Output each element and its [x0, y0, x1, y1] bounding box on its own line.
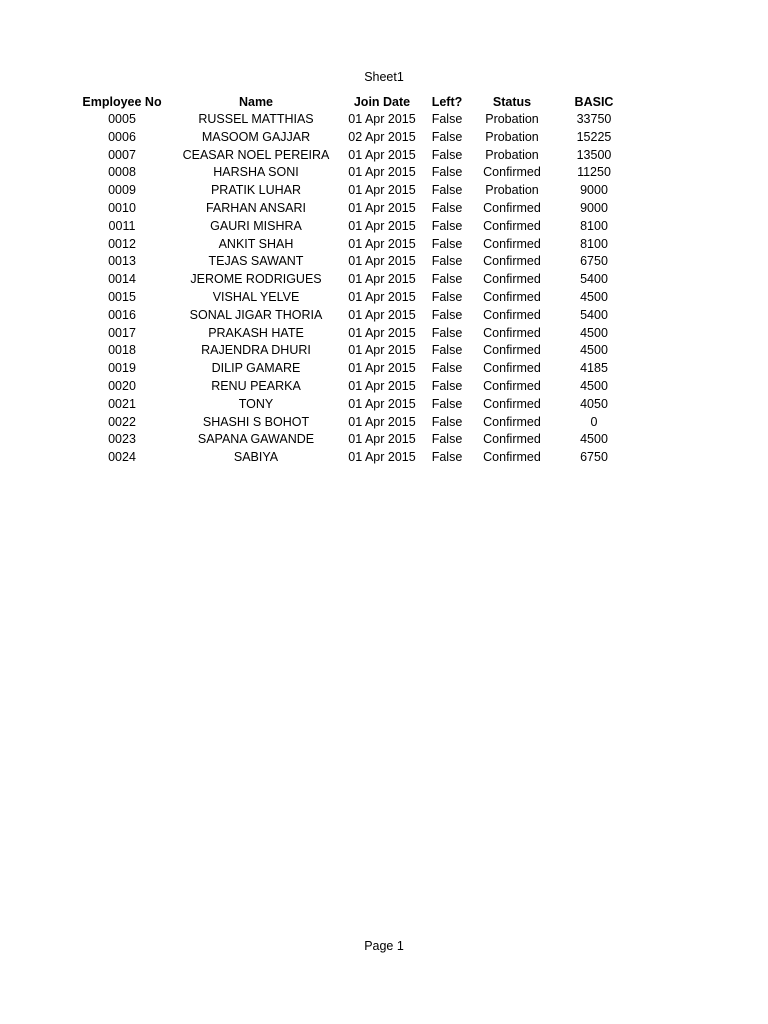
- cell-name: TEJAS SAWANT: [208, 254, 304, 269]
- cell-join-date: 02 Apr 2015: [348, 129, 416, 144]
- cell-basic: 4185: [580, 361, 608, 376]
- cell-status: Confirmed: [483, 272, 541, 287]
- cell-status: Confirmed: [483, 218, 541, 233]
- cell-status: Probation: [485, 183, 539, 198]
- table-row: [0, 307, 768, 325]
- cell-name: PRAKASH HATE: [208, 325, 304, 340]
- cell-left: False: [431, 325, 463, 340]
- cell-employee-no: 0009: [108, 183, 136, 198]
- cell-basic: 4500: [580, 432, 608, 447]
- table-row: [0, 431, 768, 449]
- header-employee-no: Employee No: [82, 95, 162, 109]
- cell-name: MASOOM GAJJAR: [201, 129, 311, 144]
- cell-employee-no: 0014: [108, 272, 136, 287]
- employee-table: [0, 93, 768, 467]
- cell-left: False: [431, 289, 463, 304]
- table-row: [0, 414, 768, 432]
- header-left: Left?: [431, 95, 463, 109]
- cell-name: JEROME RODRIGUES: [190, 272, 322, 287]
- cell-basic: 9000: [580, 200, 608, 215]
- cell-basic: 6750: [580, 254, 608, 269]
- cell-join-date: 01 Apr 2015: [348, 450, 416, 465]
- cell-left: False: [431, 254, 463, 269]
- cell-basic: 4500: [580, 325, 608, 340]
- cell-join-date: 01 Apr 2015: [348, 289, 416, 304]
- cell-basic: 8100: [580, 236, 608, 251]
- cell-status: Confirmed: [483, 343, 541, 358]
- cell-join-date: 01 Apr 2015: [348, 218, 416, 233]
- cell-employee-no: 0022: [108, 414, 136, 429]
- cell-employee-no: 0005: [108, 112, 136, 126]
- table-row: [0, 271, 768, 289]
- cell-name: RAJENDRA DHURI: [201, 343, 311, 358]
- cell-status: Confirmed: [483, 378, 541, 393]
- cell-status: Probation: [485, 147, 539, 162]
- cell-basic: 5400: [580, 272, 608, 287]
- table-row: [0, 164, 768, 182]
- cell-basic: 5400: [580, 307, 608, 322]
- cell-left: False: [431, 236, 463, 251]
- cell-join-date: 01 Apr 2015: [348, 343, 416, 358]
- cell-employee-no: 0017: [108, 325, 136, 340]
- cell-join-date: 01 Apr 2015: [348, 147, 416, 162]
- sheet-title: Sheet1: [364, 70, 404, 84]
- cell-left: False: [431, 165, 463, 180]
- cell-left: False: [431, 129, 463, 144]
- cell-employee-no: 0013: [108, 254, 136, 269]
- cell-join-date: 01 Apr 2015: [348, 414, 416, 429]
- header-join-date: Join Date: [353, 95, 411, 109]
- cell-status: Confirmed: [483, 165, 541, 180]
- cell-basic: 4500: [580, 343, 608, 358]
- cell-employee-no: 0010: [108, 200, 136, 215]
- cell-employee-no: 0018: [108, 343, 136, 358]
- cell-name: SAPANA GAWANDE: [197, 432, 315, 447]
- cell-name: RENU PEARKA: [211, 378, 301, 393]
- cell-employee-no: 0007: [108, 147, 136, 162]
- cell-join-date: 01 Apr 2015: [348, 236, 416, 251]
- header-status: Status: [492, 95, 532, 109]
- cell-name: PRATIK LUHAR: [210, 183, 302, 198]
- table-row: [0, 111, 768, 129]
- table-row: [0, 182, 768, 200]
- cell-name: ANKIT SHAH: [218, 236, 294, 251]
- cell-basic: 13500: [576, 147, 612, 162]
- cell-employee-no: 0020: [108, 378, 136, 393]
- cell-basic: 4500: [580, 289, 608, 304]
- cell-join-date: 01 Apr 2015: [348, 272, 416, 287]
- cell-join-date: 01 Apr 2015: [348, 200, 416, 215]
- table-row: [0, 253, 768, 271]
- cell-name: SABIYA: [233, 450, 279, 465]
- cell-status: Confirmed: [483, 307, 541, 322]
- cell-left: False: [431, 432, 463, 447]
- cell-join-date: 01 Apr 2015: [348, 396, 416, 411]
- cell-join-date: 01 Apr 2015: [348, 183, 416, 198]
- cell-employee-no: 0012: [108, 236, 136, 251]
- cell-status: Confirmed: [483, 432, 541, 447]
- cell-left: False: [431, 272, 463, 287]
- cell-status: Probation: [485, 129, 539, 144]
- cell-basic: 9000: [580, 183, 608, 198]
- cell-join-date: 01 Apr 2015: [348, 307, 416, 322]
- table-row: [0, 396, 768, 414]
- table-row: [0, 218, 768, 236]
- cell-name: FARHAN ANSARI: [205, 200, 307, 215]
- cell-left: False: [431, 450, 463, 465]
- cell-name: RUSSEL MATTHIAS: [198, 112, 314, 126]
- cell-basic: 4050: [580, 396, 608, 411]
- cell-join-date: 01 Apr 2015: [348, 112, 416, 126]
- cell-join-date: 01 Apr 2015: [348, 432, 416, 447]
- cell-name: CEASAR NOEL PEREIRA: [182, 147, 330, 162]
- cell-status: Confirmed: [483, 236, 541, 251]
- cell-status: Confirmed: [483, 396, 541, 411]
- cell-status: Probation: [485, 112, 539, 126]
- cell-left: False: [431, 414, 463, 429]
- table-row: [0, 236, 768, 254]
- cell-left: False: [431, 378, 463, 393]
- table-header-row: [0, 93, 768, 111]
- cell-employee-no: 0011: [108, 218, 136, 233]
- cell-employee-no: 0015: [108, 289, 136, 304]
- cell-left: False: [431, 147, 463, 162]
- table-row: [0, 449, 768, 467]
- table-row: [0, 289, 768, 307]
- table-row: [0, 378, 768, 396]
- cell-basic: 6750: [580, 450, 608, 465]
- header-name: Name: [238, 95, 274, 109]
- cell-join-date: 01 Apr 2015: [348, 378, 416, 393]
- cell-status: Confirmed: [483, 414, 541, 429]
- table-row: [0, 147, 768, 165]
- cell-name: DILIP GAMARE: [211, 361, 301, 376]
- table-row: [0, 342, 768, 360]
- cell-join-date: 01 Apr 2015: [348, 325, 416, 340]
- cell-employee-no: 0006: [108, 129, 136, 144]
- cell-name: SONAL JIGAR THORIA: [189, 307, 323, 322]
- cell-join-date: 01 Apr 2015: [348, 165, 416, 180]
- table-row: [0, 360, 768, 378]
- cell-join-date: 01 Apr 2015: [348, 254, 416, 269]
- cell-basic: 0: [590, 414, 598, 429]
- cell-name: SHASHI S BOHOT: [202, 414, 310, 429]
- cell-employee-no: 0008: [108, 165, 136, 180]
- cell-left: False: [431, 361, 463, 376]
- cell-join-date: 01 Apr 2015: [348, 361, 416, 376]
- cell-status: Confirmed: [483, 361, 541, 376]
- table-row: [0, 129, 768, 147]
- cell-status: Confirmed: [483, 254, 541, 269]
- cell-employee-no: 0023: [108, 432, 136, 447]
- cell-status: Confirmed: [483, 289, 541, 304]
- cell-employee-no: 0016: [108, 307, 136, 322]
- cell-left: False: [431, 396, 463, 411]
- cell-left: False: [431, 343, 463, 358]
- cell-basic: 33750: [576, 112, 612, 126]
- cell-status: Confirmed: [483, 200, 541, 215]
- cell-name: GAURI MISHRA: [210, 218, 302, 233]
- cell-basic: 4500: [580, 378, 608, 393]
- cell-name: HARSHA SONI: [213, 165, 299, 180]
- cell-left: False: [431, 200, 463, 215]
- cell-status: Confirmed: [483, 325, 541, 340]
- cell-name: VISHAL YELVE: [212, 289, 300, 304]
- page-footer: Page 1: [364, 939, 404, 953]
- cell-left: False: [431, 218, 463, 233]
- table-row: [0, 200, 768, 218]
- table-row: [0, 325, 768, 343]
- cell-left: False: [431, 183, 463, 198]
- cell-basic: 15225: [576, 129, 612, 144]
- cell-employee-no: 0024: [108, 450, 136, 465]
- cell-basic: 11250: [577, 165, 611, 180]
- cell-basic: 8100: [580, 218, 608, 233]
- cell-name: TONY: [238, 396, 274, 411]
- cell-employee-no: 0021: [108, 396, 136, 411]
- cell-left: False: [431, 112, 463, 126]
- cell-employee-no: 0019: [108, 361, 136, 376]
- cell-left: False: [431, 307, 463, 322]
- header-basic: BASIC: [574, 95, 614, 109]
- cell-status: Confirmed: [483, 450, 541, 465]
